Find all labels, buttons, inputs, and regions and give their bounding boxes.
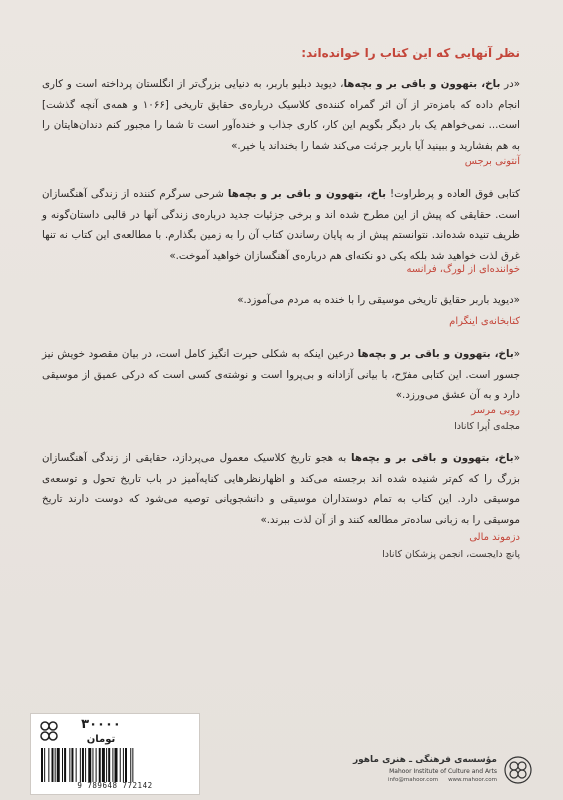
quote-text: « bbox=[513, 348, 520, 360]
quote-text: «در bbox=[500, 78, 520, 90]
review-author-2: خواننده‌ای از لورگ، فرانسه bbox=[406, 264, 520, 275]
review-quote-2 bbox=[42, 184, 520, 266]
publisher-block bbox=[323, 753, 533, 795]
publisher-email: info@mahoor.com bbox=[388, 777, 439, 783]
review-author-4: روبی مرسر bbox=[471, 405, 520, 416]
publisher-website: www.mahoor.com bbox=[448, 777, 497, 783]
review-quote-3 bbox=[42, 290, 520, 311]
review-source-5: پانچ دایجست، انجمن پزشکان کانادا bbox=[382, 549, 520, 560]
barcode-box bbox=[30, 713, 200, 795]
review-quote-4 bbox=[42, 344, 520, 406]
quote-text: درعین اینکه به شکلی حیرت انگیز کامل است، در بیان مقصود خویش نیز جسور است. این کتابی مفرّح، با بیانی آزادانه و بی‌پروا است و نوشته‌ی کسی است که درکی عمیق از موسیقی دارد و به آن عشق می‌ورزد.» bbox=[42, 348, 520, 401]
review-quote-1 bbox=[42, 74, 520, 156]
book-title: باخ، بتهوون و باقی بر و بچه‌ها bbox=[343, 78, 501, 90]
review-source-4: مجله‌ی اُپرا کانادا bbox=[454, 421, 520, 432]
section-heading: نظر آنهایی که این کتاب را خوانده‌اند: bbox=[301, 46, 520, 60]
publisher-name-en: Mahoor Institute of Culture and Arts bbox=[389, 768, 497, 775]
review-author-3: کتابخانه‌ی اینگرام bbox=[449, 316, 520, 327]
review-quote-5 bbox=[42, 448, 520, 530]
quote-text: «دیوید باربر حقایق تاریخی موسیقی را با خنده به مردم می‌آموزد.» bbox=[237, 294, 520, 306]
book-title: باخ، بتهوون و باقی بر و بچه‌ها bbox=[227, 188, 386, 200]
review-author-1: آنتونی برجس bbox=[464, 156, 520, 167]
barcode-bars bbox=[37, 748, 193, 782]
book-title: باخ، بتهوون و باقی بر و بچه‌ها bbox=[351, 452, 514, 464]
quote-text: « bbox=[513, 452, 520, 464]
review-author-5: دزموند مالی bbox=[469, 532, 520, 543]
publisher-small-logo-icon bbox=[39, 720, 59, 744]
publisher-logo-icon bbox=[503, 755, 533, 785]
publisher-contact bbox=[327, 777, 497, 783]
quote-text: به هجو تاریخ کلاسیک معمول می‌پردازد، حقایقی از زندگی آهنگسازان بزرگ را که کم‌تر شنیده شده اند برجسته می‌کند و اظهارنظرهایی کنایه‌آمیز در باب تاریخ تحول و توسعه‌ی موسیقی دارد. این کتاب به تمام دوستداران موسیقی و دانشجویانی توصیه می‌شود که دوست دارند تاریخ موسیقی را به زبانی ساده‌تر مطالعه کنند و از آن لذت ببرند.» bbox=[42, 452, 520, 526]
quote-text: ، دیوید دبلیو باربر، به دنیایی بزرگ‌تر از انگلستان پرداخته است و کاری انجام داده که بامزه‌تر از آن اثر گمراه کننده‌ی کلاسیک درباره‌ی حقایق تاریخی [۱۰۶۶ و همه‌ی آنچه گذشت] است... نمی‌خواهم یک بار دیگر بگویم این کار، کاری جذاب و خنده‌آور است تا شما را مجبور کنم دندان‌هایتان را به هم بفشارید و ببینید آیا باربر جرئت می‌کند شما را بخنداند یا خیر.» bbox=[42, 78, 520, 152]
book-title: باخ، بتهوون و باقی بر و بچه‌ها bbox=[357, 348, 514, 360]
isbn-number: 9 789648 772142 bbox=[77, 781, 153, 790]
publisher-name-fa: مؤسسه‌ی فرهنگی ـ هنری ماهور bbox=[352, 755, 497, 765]
quote-text: کتابی فوق العاده و پرطراوت! bbox=[385, 188, 520, 200]
price-value: ۳۰۰۰۰ bbox=[81, 717, 121, 732]
price-currency: تومان bbox=[86, 734, 116, 745]
quote-text: شرحی سرگرم کننده از زندگی آهنگسازان است. حقایقی که پیش از این مطرح شده اند و برخی جزئیات جدید درباره‌ی زندگی آنها در قالبی داستان‌گونه و ظریف تنیده شده‌اند. نتوانستم پیش از به پایان رساندن کتاب آن را به زمین بگذارم. با مطالعه‌ی این کتاب نه تنها غرق لذت خواهید شد بلکه یکی دو نکته‌ای هم درباره‌ی آهنگسازان خواهید آموخت.» bbox=[42, 188, 520, 262]
